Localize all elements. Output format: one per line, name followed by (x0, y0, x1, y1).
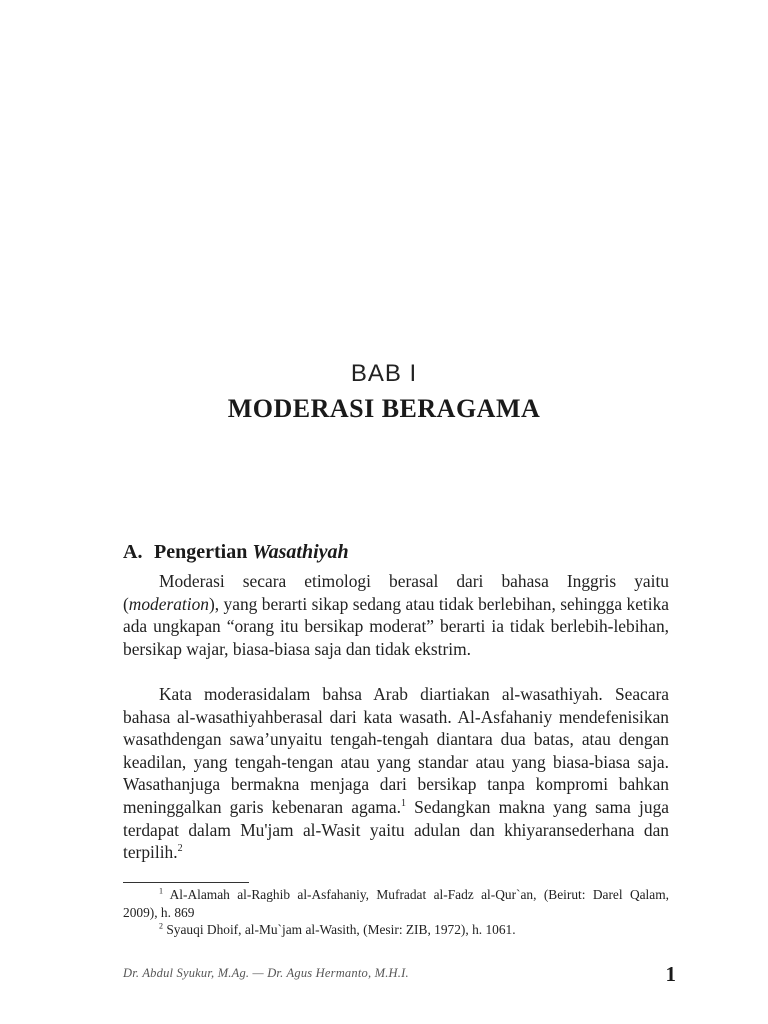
section-heading (123, 541, 349, 564)
chapter-title: MODERASI BERAGAMA (227, 394, 541, 423)
paragraph-1 (123, 570, 669, 660)
footer-authors: Dr. Abdul Syukur, M.Ag. — Dr. Agus Hermanto, M.H.I. (123, 966, 409, 980)
footnote-divider (123, 882, 249, 883)
footnote-1 (123, 886, 669, 922)
footnote-2 (123, 921, 669, 939)
footnote-2-text: Syauqi Dhoif, al-Mu`jam al-Wasith, (Mesir: ZIB, 1972), h. 1061. (163, 922, 516, 937)
footnote-ref-2[interactable]: 2 (177, 843, 183, 855)
footnote-1-mark: 1 (159, 886, 163, 896)
footnote-ref-1[interactable]: 1 (401, 798, 407, 810)
paragraph-2-text-a: Kata moderasidalam bahsa Arab diartiakan al-wasathiyah. Seacara bahasa al-wasathiyahberasal dari kata wasath. Al-Asfahaniy mendefenisikan wasathdengan sawa’unyaitu tengah-tengah diantara dua batas, atau dengan keadilan, yang tengah-tengan atau yang standar atau yang biasa-biasa saja. Wasathanjuga bermakna menjaga dari bersikap tanpa kompromi bahkan meninggalkan garis kebenaran agama. (123, 684, 669, 817)
paragraph-2-text-b: Sedangkan makna yang sama juga terdapat dalam Mu'jam al-Wasit yaitu adulan dan khiyaransederhana dan terpilih. (123, 796, 669, 863)
section-title-plain: Pengertian (154, 541, 248, 563)
paragraph-1-text-start: Moderasi secara etimologi berasal dari bahasa Inggris yaitu ( (123, 571, 669, 614)
footnote-2-mark: 2 (159, 921, 163, 931)
page-number: 1 (665, 962, 676, 986)
footnote-1-text: Al-Alamah al-Raghib al-Asfahaniy, Mufradat al-Fadz al-Qur`an, (Beirut: Darel Qalam, 2009), h. 869 (123, 887, 669, 920)
paragraph-2 (123, 683, 669, 864)
paragraph-1-text-end: ), yang berarti sikap sedang atau tidak berlebihan, sehingga ketika ada ungkapan “orang itu bersikap moderat” berarti ia tidak berlebih-lebihan, bersikap wajar, biasa-biasa saja dan tidak ekstrim. (123, 593, 669, 659)
paragraph-1-italic-term: moderation (128, 593, 209, 614)
section-number: A. (123, 541, 143, 563)
section-title-italic: Wasathiyah (252, 541, 349, 563)
chapter-label: BAB I (350, 360, 418, 387)
